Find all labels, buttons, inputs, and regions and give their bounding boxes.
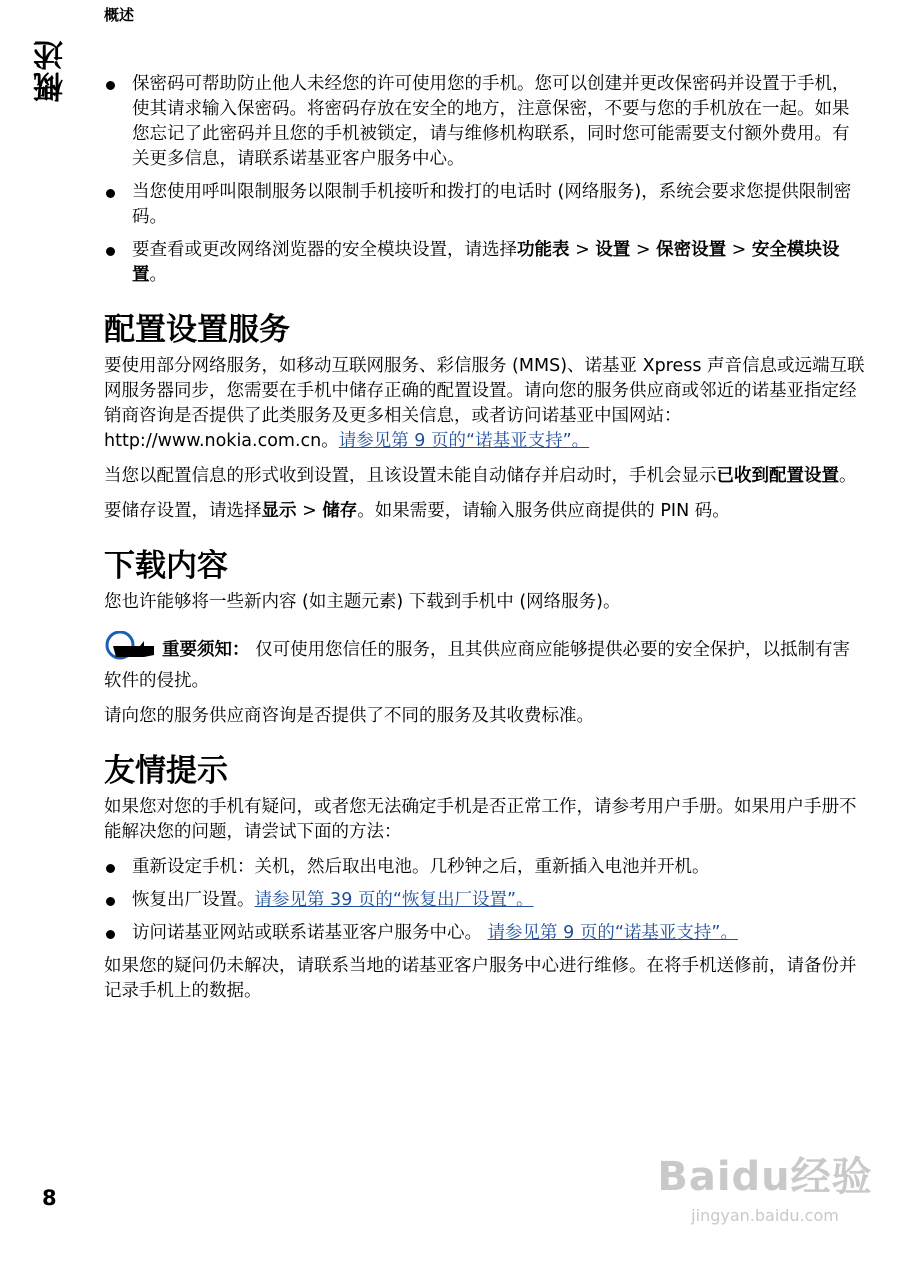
paragraph-text: 。: [839, 466, 857, 486]
menu-separator: >: [569, 240, 596, 260]
paragraph: [104, 464, 866, 489]
list-item: [104, 180, 866, 230]
list-item: [104, 921, 866, 946]
bullet-text: 保密码可帮助防止他人未经您的许可使用您的手机。您可以创建并更改保密码并设置于手机，使其请求输入保密码。将密码存放在安全的地方，注意保密，不要与您的手机放在一起。如果您忘记了此密码并且您的手机被锁定，请与维修机构联系，同时您可能需要支付额外费用。有关更多信息，请联系诺基亚客户服务中心。: [132, 74, 850, 169]
paragraph: 如果您的疑问仍未解决，请联系当地的诺基亚客户服务中心进行维修。在将手机送修前，请备份并记录手机上的数据。: [104, 956, 857, 1001]
bullet-text: 。: [149, 265, 167, 285]
menu-separator: >: [630, 240, 657, 260]
notice-text: 仅可使用您信任的服务，且其供应商应能够提供必要的安全保护，以抵制有害软件的侵扰。: [104, 640, 851, 691]
cross-reference-link[interactable]: 请参见第 39 页的“恢复出厂设置”。: [254, 890, 534, 910]
list-item: [104, 72, 866, 172]
display-text: 已收到配置设置: [716, 466, 839, 486]
bullet-dot: [106, 247, 115, 256]
paragraph: [104, 499, 866, 524]
paragraph: 如果您对您的手机有疑问，或者您无法确定手机是否正常工作，请参考用户手册。如果用户手册不能解决您的问题，请尝试下面的方法：: [104, 797, 857, 842]
menu-path-item: 保密设置: [656, 240, 727, 260]
important-notice: [104, 631, 866, 694]
important-notice-icon: [104, 631, 160, 669]
paragraph: 请向您的服务供应商咨询是否提供了不同的服务及其收费标准。: [104, 706, 594, 726]
section-heading-config: 配置设置服务: [104, 312, 290, 348]
watermark-brand: Baidu经验: [657, 1154, 873, 1200]
bullet-dot: [106, 897, 115, 906]
paragraph-text: 。如果需要，请输入服务供应商提供的 PIN 码。: [357, 501, 730, 521]
bullet-text: 当您使用呼叫限制服务以限制手机接听和拨打的电话时 (网络服务)，系统会要求您提供限制密码。: [132, 182, 852, 227]
bullet-dot: [106, 864, 115, 873]
side-tab-label: 概述: [34, 38, 69, 102]
paragraph-text: 要使用部分网络服务，如移动互联网服务、彩信服务 (MMS)、诺基亚 Xpress 声音信息或远端互联网服务器同步，您需要在手机中储存正确的配置设置。请向您的服务供应商或邻近的诺基亚指定经销商咨询是否提供了此类服务及更多相关信息，或者访问诺基亚中国网站：http://www.nokia.com.cn。: [104, 356, 865, 451]
menu-separator: >: [296, 501, 323, 521]
baidu-watermark: [655, 1145, 875, 1245]
bullet-text: 要查看或更改网络浏览器的安全模块设置，请选择: [132, 240, 517, 260]
bullet-text: 访问诺基亚网站或联系诺基亚客户服务中心。: [132, 923, 488, 943]
cross-reference-link[interactable]: 请参见第 9 页的“诺基亚支持”。: [487, 923, 738, 943]
bullet-text: 恢复出厂设置。: [132, 890, 255, 910]
section-heading-tips: 友情提示: [104, 753, 228, 789]
bullet-dot: [106, 189, 115, 198]
watermark-url: jingyan.baidu.com: [691, 1206, 839, 1225]
bullet-text: 重新设定手机：关机，然后取出电池。几秒钟之后，重新插入电池并开机。: [132, 857, 710, 877]
menu-path-item: 显示: [261, 501, 297, 521]
menu-path-item: 功能表: [517, 240, 570, 260]
menu-separator: >: [726, 240, 752, 260]
list-item: [104, 855, 866, 880]
paragraph-text: 要储存设置，请选择: [104, 501, 262, 521]
list-item: [104, 238, 866, 288]
paragraph-text: 当您以配置信息的形式收到设置，且该设置未能自动储存并启动时，手机会显示: [104, 466, 717, 486]
running-header: 概述: [104, 6, 135, 24]
page-content: [104, 72, 866, 1014]
menu-path-item: 储存: [322, 501, 358, 521]
page-number: 8: [42, 1186, 57, 1210]
security-bullet-list: [104, 72, 866, 288]
paragraph: 您也许能够将一些新内容 (如主题元素) 下载到手机中 (网络服务)。: [104, 592, 621, 612]
cross-reference-link[interactable]: 请参见第 9 页的“诺基亚支持”。: [338, 431, 590, 451]
menu-path-item: 设置: [595, 240, 631, 260]
bullet-dot: [106, 930, 115, 939]
list-item: [104, 888, 866, 913]
section-heading-download: 下载内容: [104, 548, 228, 584]
menu-path-item: 安全模块设置: [132, 240, 840, 285]
paragraph: [104, 354, 866, 454]
notice-label: 重要须知：: [162, 640, 250, 660]
tips-bullet-list: [104, 855, 866, 946]
bullet-dot: [106, 81, 115, 90]
